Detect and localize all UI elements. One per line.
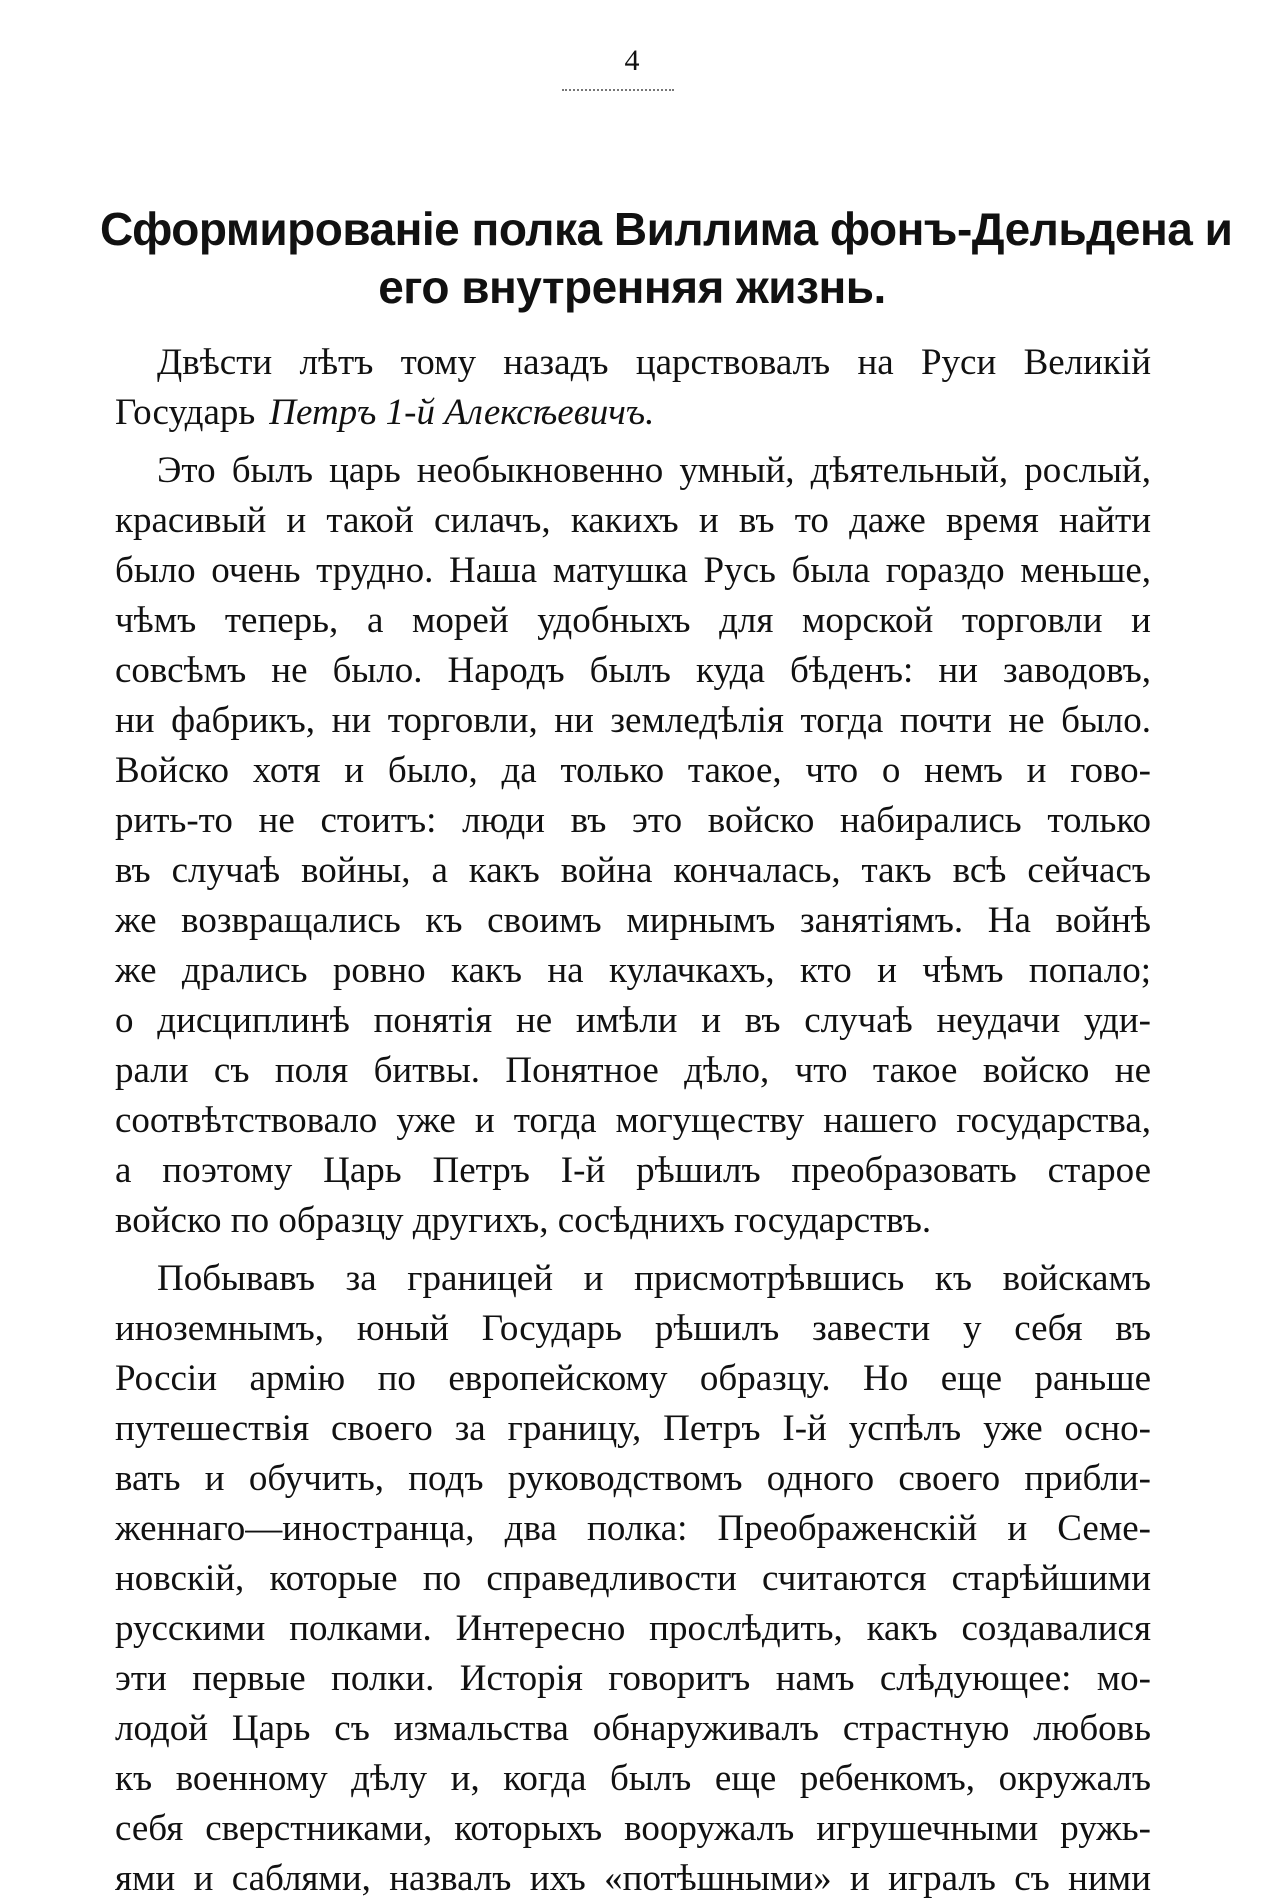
text-line: эти первые полки. Исторія говоритъ намъ слѣдующее: мо- <box>115 1658 1151 1699</box>
text-line: рали съ поля битвы. Понятное дѣло, что такое войско не <box>115 1050 1151 1091</box>
text-line: же возвращались къ своимъ мирнымъ занятіямъ. На войнѣ <box>115 900 1151 941</box>
text-line: о дисциплинѣ понятія не имѣли и въ случаѣ неудачи уди- <box>115 1000 1151 1041</box>
body-text <box>115 338 1151 1904</box>
text-line: Двѣсти лѣтъ тому назадъ царствовалъ на Руси Великій <box>157 342 1151 383</box>
text-line: иноземнымъ, юный Государь рѣшилъ завести у себя въ <box>115 1308 1151 1349</box>
text-line: вать и обучить, подъ руководствомъ одного своего прибли- <box>115 1458 1151 1499</box>
paragraph-3 <box>115 1254 1151 1904</box>
text-line: путешествія своего за границу, Петръ I-й успѣлъ уже осно- <box>115 1408 1151 1449</box>
page-number: 4 <box>624 44 640 77</box>
text-line: Войско хотя и было, да только такое, что о немъ и гово- <box>115 750 1151 791</box>
text-line: ни фабрикъ, ни торговли, ни земледѣлія тогда почти не было. <box>115 700 1151 741</box>
text-line: рить-то не стоитъ: люди въ это войско набирались только <box>115 800 1151 841</box>
text-line: соотвѣтствовало уже и тогда могуществу нашего государства, <box>115 1100 1151 1141</box>
text-line: войско по образцу другихъ, сосѣднихъ государствъ. <box>115 1200 932 1241</box>
text-line: же дрались ровно какъ на кулачкахъ, кто и чѣмъ попало; <box>115 950 1151 991</box>
title-line-2: его внутренняя жизнь. <box>378 261 886 313</box>
text-line: женнаго—иностранца, два полка: Преображенскій и Семе- <box>115 1508 1151 1549</box>
text-line: красивый и такой силачъ, какихъ и въ то даже время найти <box>115 500 1151 541</box>
text-line: чѣмъ теперь, а морей удобныхъ для морской торговли и <box>115 600 1151 641</box>
text-line: лодой Царь съ измальства обнаруживалъ страстную любовь <box>115 1708 1151 1749</box>
text-line: а поэтому Царь Петръ I-й рѣшилъ преобразовать старое <box>115 1150 1151 1191</box>
text-line: Побывавъ за границей и присмотрѣвшись къ войскамъ <box>157 1258 1151 1299</box>
title-line-1: Сформированіе полка Виллима фонъ-Дельдена и <box>100 203 1233 255</box>
chapter-title <box>100 200 1233 316</box>
text-segment: Государь <box>115 392 256 433</box>
text-line: русскими полками. Интересно прослѣдить, какъ создавалися <box>115 1608 1151 1649</box>
text-line: въ случаѣ войны, а какъ война кончалась, такъ всѣ сейчасъ <box>115 850 1151 891</box>
text-line: было очень трудно. Наша матушка Русь была гораздо меньше, <box>115 550 1151 591</box>
text-line: себя сверстниками, которыхъ вооружалъ игрушечными ружь- <box>115 1808 1151 1849</box>
text-line: ями и саблями, назвалъ ихъ «потѣшными» и игралъ съ ними <box>115 1858 1151 1899</box>
text-line: къ военному дѣлу и, когда былъ еще ребенкомъ, окружалъ <box>115 1758 1151 1799</box>
paragraph-2 <box>115 446 1151 1246</box>
header-rule <box>562 89 674 91</box>
italic-name: Петръ 1-й Алексѣевичъ. <box>269 392 655 433</box>
text-line: Это былъ царь необыкновенно умный, дѣятельный, рослый, <box>157 450 1151 491</box>
paragraph-1 <box>115 338 1151 438</box>
text-line: новскій, которые по справедливости считаются старѣйшими <box>115 1558 1151 1599</box>
text-line-row <box>115 388 1151 438</box>
text-line: Россіи армію по европейскому образцу. Но еще раньше <box>115 1358 1151 1399</box>
text-line: совсѣмъ не было. Народъ былъ куда бѣденъ: ни заводовъ, <box>115 650 1151 691</box>
